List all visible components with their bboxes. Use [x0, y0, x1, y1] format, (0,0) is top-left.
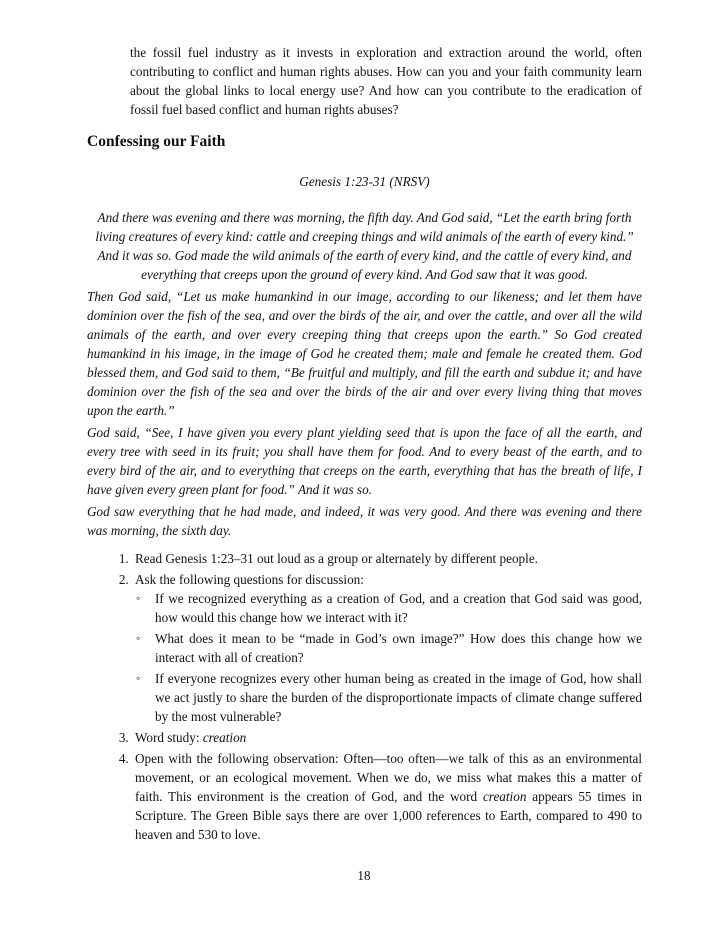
- question-item: [136, 669, 642, 726]
- emphasized-term: creation: [482, 789, 527, 804]
- scripture-paragraph: God said, “See, I have given you every plant yielding seed that is upon the face of all the earth, and every tree with seed in its fruit; you shall have them for food. And to every beast of the earth, and to every bird of the air, and to everything that creeps on the earth, everything that has the breath of life, I have given every green plant for food.” And it was so.: [87, 425, 642, 497]
- question-item: [136, 629, 642, 667]
- scripture-paragraph: Then God said, “Let us make humankind in our image, according to our likeness; and let them have dominion over the fish of the sea, and over the birds of the air, and over the cattle, and over all the wild animals of the earth, and over every creeping thing that creeps upon the earth.” So God created humankind in his image, in the image of God he created them; male and female he created them. God blessed them, and God said to them, “Be fruitful and multiply, and fill the earth and subdue it; and have dominion over the fish of the sea and over the birds of the air and over every living thing that moves upon the earth.”: [87, 289, 642, 418]
- discussion-questions: [135, 589, 642, 726]
- list-item-text: appears 55 times in Scripture. The Green Bible says there are over 1,000 references to Earth, compared to 490 to heaven and 530 to love.: [135, 789, 642, 842]
- activity-list: [87, 549, 642, 846]
- question-text: If everyone recognizes every other human being as created in the image of God, how shall we act justly to share the burden of the disproportionate impacts of climate change suffered by the most vulnerable?: [155, 671, 642, 724]
- question-text: What does it mean to be “made in God’s own image?” How does this change how we interact with all of creation?: [155, 631, 642, 665]
- list-item-text: Ask the following questions for discussion:: [135, 572, 364, 587]
- list-item: [132, 728, 642, 747]
- list-item: [132, 570, 642, 726]
- question-item: [136, 589, 642, 627]
- scripture-paragraph: And there was evening and there was morning, the fifth day. And God said, “Let the earth bring forth living creatures of every kind: cattle and creeping things and wild animals of the earth of every kind.” And it was so. God made the wild animals of the earth of every kind, and the cattle of every kind, and everything that creeps upon the ground of every kind. And God saw that it was good.: [95, 210, 634, 282]
- list-item: [132, 549, 642, 568]
- emphasized-term: creation: [202, 730, 247, 745]
- list-item-text: Open with the following observation: Often—too often—we talk of this as an environmental movement, or an ecological movement. When we do, we miss what makes this a matter of faith. This environment is the creation of God, and the word: [135, 751, 642, 804]
- list-item: [132, 749, 642, 844]
- bullet-icon: ◦: [136, 671, 141, 685]
- scripture-citation: Genesis 1:23-31 (NRSV): [299, 174, 430, 189]
- bullet-icon: ◦: [136, 631, 141, 645]
- page-number: 18: [357, 868, 371, 883]
- list-item-text: Word study:: [135, 730, 203, 745]
- intro-paragraph: the fossil fuel industry as it invests in exploration and extraction around the world, often contributing to conflict and human rights abuses. How can you and your faith community learn about the global links to local energy use? And how can you contribute to the eradication of fossil fuel based conflict and human rights abuses?: [130, 45, 642, 117]
- bullet-icon: ◦: [136, 591, 141, 605]
- section-heading: Confessing our Faith: [87, 133, 226, 150]
- question-text: If we recognized everything as a creation of God, and a creation that God said was good, how would this change how we interact with it?: [155, 591, 642, 625]
- scripture-passage: [87, 208, 642, 543]
- scripture-paragraph: God saw everything that he had made, and indeed, it was very good. And there was evening and there was morning, the sixth day.: [87, 504, 642, 538]
- list-item-text: Read Genesis 1:23–31 out loud as a group or alternately by different people.: [135, 551, 538, 566]
